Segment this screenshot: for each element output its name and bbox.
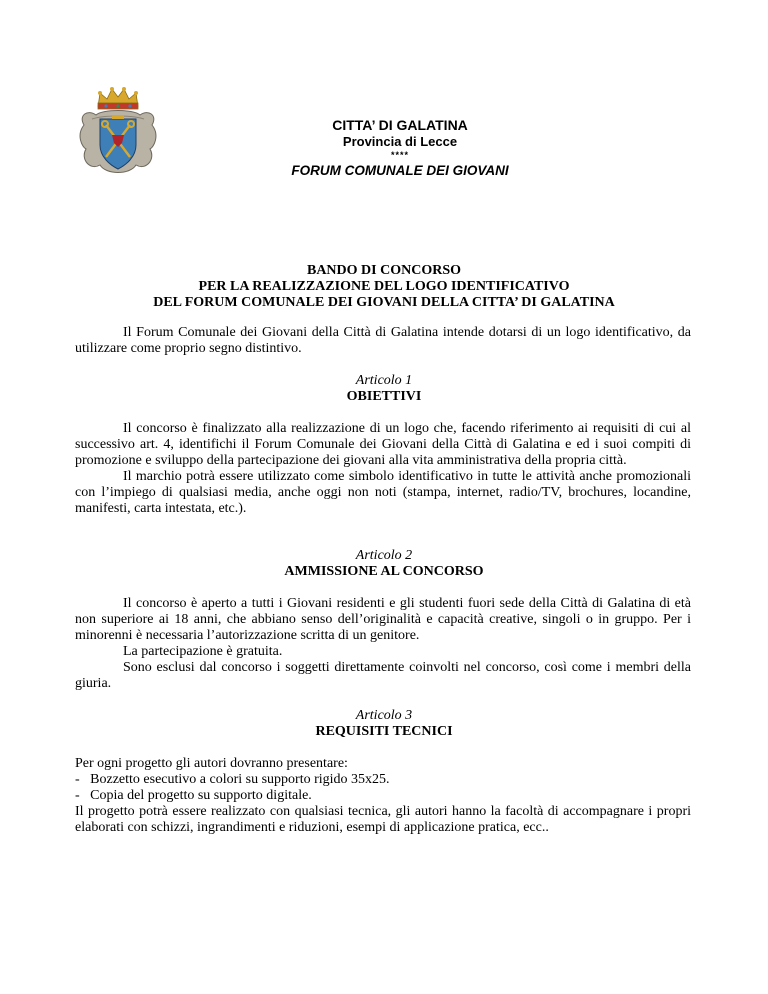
article-number: Articolo 3 bbox=[355, 708, 413, 723]
article-paragraph: Il marchio potrà essere utilizzato come simbolo identificativo in tutte le attività anche promozionali con l’impiego di qualsiasi media, anche oggi non noti (stampa, internet, radio/TV, brochures, locandine, manifesti, carta intestata, etc.). bbox=[75, 469, 691, 516]
article-paragraph: La partecipazione è gratuita. bbox=[123, 644, 283, 659]
title-line-3: DEL FORUM COMUNALE DEI GIOVANI DELLA CITTA’ DI GALATINA bbox=[153, 295, 615, 310]
article-1-heading bbox=[80, 373, 688, 405]
article-2-heading bbox=[80, 548, 688, 580]
title-line-2: PER LA REALIZZAZIONE DEL LOGO IDENTIFICATIVO bbox=[198, 279, 570, 294]
intro-paragraph: Il Forum Comunale dei Giovani della Città di Galatina intende dotarsi di un logo identificativo, da utilizzare come proprio segno distintivo. bbox=[75, 325, 691, 356]
city-coat-of-arms-icon bbox=[74, 85, 162, 177]
document-title bbox=[80, 263, 688, 311]
list-item: - Copia del progetto su supporto digitale. bbox=[75, 788, 312, 803]
header-city: CITTA’ DI GALATINA bbox=[332, 117, 468, 133]
article-number: Articolo 1 bbox=[355, 373, 413, 388]
article-3-heading bbox=[80, 708, 688, 740]
article-paragraph: Il concorso è aperto a tutti i Giovani residenti e gli studenti fuori sede della Città di Galatina di età non superiore ai 18 anni, che abbiano senso dell’originalità e capacità creative, singoli o in gruppo. Per i minorenni è necessaria l’autorizzazione scritta di un genitore. bbox=[75, 596, 691, 643]
article-3-body bbox=[75, 756, 691, 836]
article-title: OBIETTIVI bbox=[346, 389, 422, 404]
article-lead: Per ogni progetto gli autori dovranno presentare: bbox=[75, 756, 348, 771]
header-province: Provincia di Lecce bbox=[342, 134, 458, 149]
article-paragraph: Il progetto potrà essere realizzato con qualsiasi tecnica, gli autori hanno la facoltà di accompagnare i propri elaborati con schizzi, ingrandimenti e riduzioni, esempi di applicazione pratica, ecc.. bbox=[75, 804, 691, 835]
article-number: Articolo 2 bbox=[355, 548, 413, 563]
article-1-body bbox=[75, 421, 691, 517]
article-title: AMMISSIONE AL CONCORSO bbox=[284, 564, 484, 579]
header-separator: **** bbox=[390, 150, 409, 160]
title-line-1: BANDO DI CONCORSO bbox=[306, 263, 461, 278]
article-paragraph: Sono esclusi dal concorso i soggetti direttamente coinvolti nel concorso, così come i membri della giuria. bbox=[75, 660, 691, 691]
intro-section bbox=[75, 325, 691, 357]
article-paragraph: Il concorso è finalizzato alla realizzazione di un logo che, facendo riferimento ai requisiti di cui al successivo art. 4, identifichi il Forum Comunale dei Giovani della Città di Galatina e ed i suoi compiti di promozione e sviluppo della partecipazione dei giovani alla vita amministrativa della propria città. bbox=[75, 421, 691, 468]
article-title: REQUISITI TECNICI bbox=[315, 724, 453, 739]
list-item: - Bozzetto esecutivo a colori su supporto rigido 35x25. bbox=[75, 772, 390, 787]
header-forum: FORUM COMUNALE DEI GIOVANI bbox=[291, 163, 509, 178]
document-header bbox=[280, 117, 520, 179]
article-2-body bbox=[75, 596, 691, 692]
